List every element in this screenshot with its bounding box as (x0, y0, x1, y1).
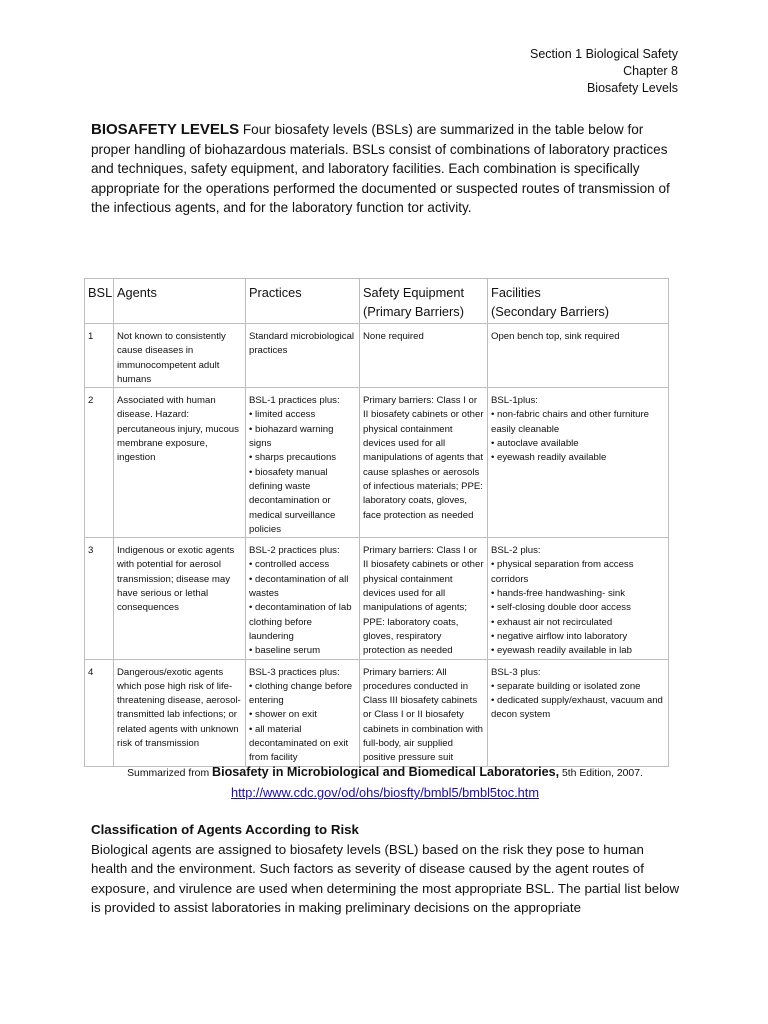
column-header-line: Agents (117, 285, 157, 300)
facilities-cell (488, 538, 669, 659)
classification-heading: Classification of Agents According to Risk (91, 822, 359, 837)
practices-cell (246, 324, 360, 388)
facilities-line: • dedicated supply/exhaust, vacuum and decon system (491, 695, 663, 721)
table-row (85, 538, 669, 659)
column-header (360, 279, 488, 324)
agents-line: Not known to consistently cause diseases in immunocompetent adult humans (117, 331, 226, 385)
practices-line: • baseline serum (249, 645, 321, 657)
running-header (530, 46, 678, 97)
intro-heading: BIOSAFETY LEVELS (91, 121, 240, 138)
practices-line: BSL-1 practices plus: (249, 395, 340, 407)
facilities-line: BSL-3 plus: (491, 666, 541, 678)
agents-line: Associated with human disease. Hazard: percutaneous injury, mucous membrane exposure, ingestion (117, 395, 239, 464)
biosafety-levels-table (84, 278, 669, 767)
practices-cell (246, 659, 360, 766)
practices-line: • decontamination of all wastes (249, 573, 349, 600)
agents-cell (114, 538, 246, 659)
citation-prefix: Summarized from (127, 768, 210, 779)
facilities-line: • separate building or isolated zone (491, 680, 641, 692)
facilities-line: • self-closing double door access (491, 602, 631, 614)
citation (90, 763, 680, 802)
table-body (85, 324, 669, 767)
column-header-line: Safety Equipment (363, 285, 465, 300)
column-header-line: (Primary Barriers) (363, 304, 464, 319)
equipment-line: Primary barriers: Class I or II biosafety cabinets or other physical containment devices used for all manipulations of agents; PPE: laboratory coats, gloves, respiratory protection as needed (363, 545, 484, 657)
facilities-cell (488, 324, 669, 388)
practices-line: • decontamination of lab clothing before laundering (249, 602, 352, 642)
column-header-line: (Secondary Barriers) (491, 304, 610, 319)
agents-line: Indigenous or exotic agents with potential for aerosol transmission; disease may have serious or lethal consequences (117, 545, 235, 614)
practices-line: BSL-3 practices plus: (249, 666, 340, 678)
practices-line: • shower on exit (249, 709, 317, 721)
facilities-line: Open bench top, sink required (491, 331, 620, 342)
column-header-line: Facilities (491, 285, 541, 300)
column-header-line: Practices (249, 285, 302, 300)
facilities-cell (488, 659, 669, 766)
equipment-line: None required (363, 331, 424, 342)
citation-publication: Biosafety in Microbiological and Biomedical Laboratories, (212, 765, 560, 779)
bsl-cell: 1 (85, 324, 114, 388)
facilities-line: • hands-free handwashing- sink (491, 588, 626, 600)
column-header (85, 279, 114, 324)
facilities-line: • physical separation from access corridors (491, 559, 634, 585)
column-header (246, 279, 360, 324)
facilities-line: BSL-1plus: (491, 395, 538, 407)
facilities-line: • non-fabric chairs and other furniture easily cleanable (491, 409, 650, 435)
equipment-cell (360, 388, 488, 538)
practices-cell (246, 388, 360, 538)
practices-line: • all material decontaminated on exit from facility (249, 723, 349, 764)
column-header (488, 279, 669, 324)
equipment-line: Primary barriers: Class I or II biosafety cabinets or other physical containment devices used for all manipulations of agents that cause splashes or aerosols of infectious materials; PPE: laboratory coats, gloves, face protection as needed (363, 395, 484, 521)
agents-cell (114, 388, 246, 538)
agents-cell (114, 324, 246, 388)
practices-cell (246, 538, 360, 659)
table-row (85, 324, 669, 388)
classification-section (91, 820, 681, 918)
equipment-cell (360, 324, 488, 388)
column-header (114, 279, 246, 324)
agents-line: Dangerous/exotic agents which pose high risk of life-threatening disease, aerosol-transmitted lab infections; or related agents with unknown risk of transmission (117, 666, 241, 750)
practices-line: • biosafety manual defining waste decontamination or medical surveillance policies (249, 466, 336, 535)
practices-line: • sharps precautions (249, 452, 337, 464)
facilities-line: • autoclave available (491, 438, 579, 450)
facilities-line: • negative airflow into laboratory (491, 630, 628, 642)
practices-line: BSL-2 practices plus: (249, 545, 340, 557)
table-header-row (85, 279, 669, 324)
equipment-line: Primary barriers: All procedures conducted in Class III biosafety cabinets or Class I or II biosafety cabinets in combination with full-body, air supplied positive pressure suit (363, 666, 483, 764)
header-section: Section 1 Biological Safety (529, 47, 678, 61)
facilities-line: • eyewash readily available (491, 452, 607, 464)
equipment-cell (360, 659, 488, 766)
facilities-cell (488, 388, 669, 538)
citation-edition: 5th Edition, 2007. (562, 768, 643, 779)
bsl-cell: 4 (85, 659, 114, 766)
table-row (85, 388, 669, 538)
bsl-cell: 2 (85, 388, 114, 538)
agents-cell (114, 659, 246, 766)
facilities-line: BSL-2 plus: (491, 545, 541, 557)
header-chapter: Chapter 8 (623, 64, 678, 78)
column-header-line: BSL (88, 285, 113, 300)
citation-link[interactable]: http://www.cdc.gov/od/ohs/biosfty/bmbl5/bmbl5toc.htm (231, 785, 539, 800)
practices-line: • controlled access (249, 559, 330, 571)
facilities-line: • exhaust air not recirculated (491, 616, 613, 628)
equipment-cell (360, 538, 488, 659)
table-row (85, 659, 669, 766)
practices-line: Standard microbiological practices (249, 331, 355, 357)
intro-text: Four biosafety levels (BSLs) are summarized in the table below for proper handling of biohazardous materials. BSLs consist of combinations of laboratory practices and techniques, safety equipment, and laboratory facilities. Each combination is specifically appropriate for the operations performed the documented or suspected routes of transmission of the infectious agents, and for the laboratory function tor activity. (91, 122, 670, 216)
header-topic: Biosafety Levels (586, 81, 678, 95)
classification-text: Biological agents are assigned to biosafety levels (BSL) based on the risk they pose to human health and the environment. Such factors as severity of disease caused by the agent routes of exposure, and virulence are used when determining the most appropriate BSL. The partial list below is provided to assist laboratories in making preliminary decisions on the appropriate (91, 841, 680, 916)
facilities-line: • eyewash readily available in lab (491, 645, 632, 657)
practices-line: • clothing change before entering (249, 680, 353, 707)
practices-line: • biohazard warning signs (249, 423, 334, 450)
bsl-cell: 3 (85, 538, 114, 659)
intro-paragraph (91, 120, 681, 218)
practices-line: • limited access (249, 409, 316, 421)
